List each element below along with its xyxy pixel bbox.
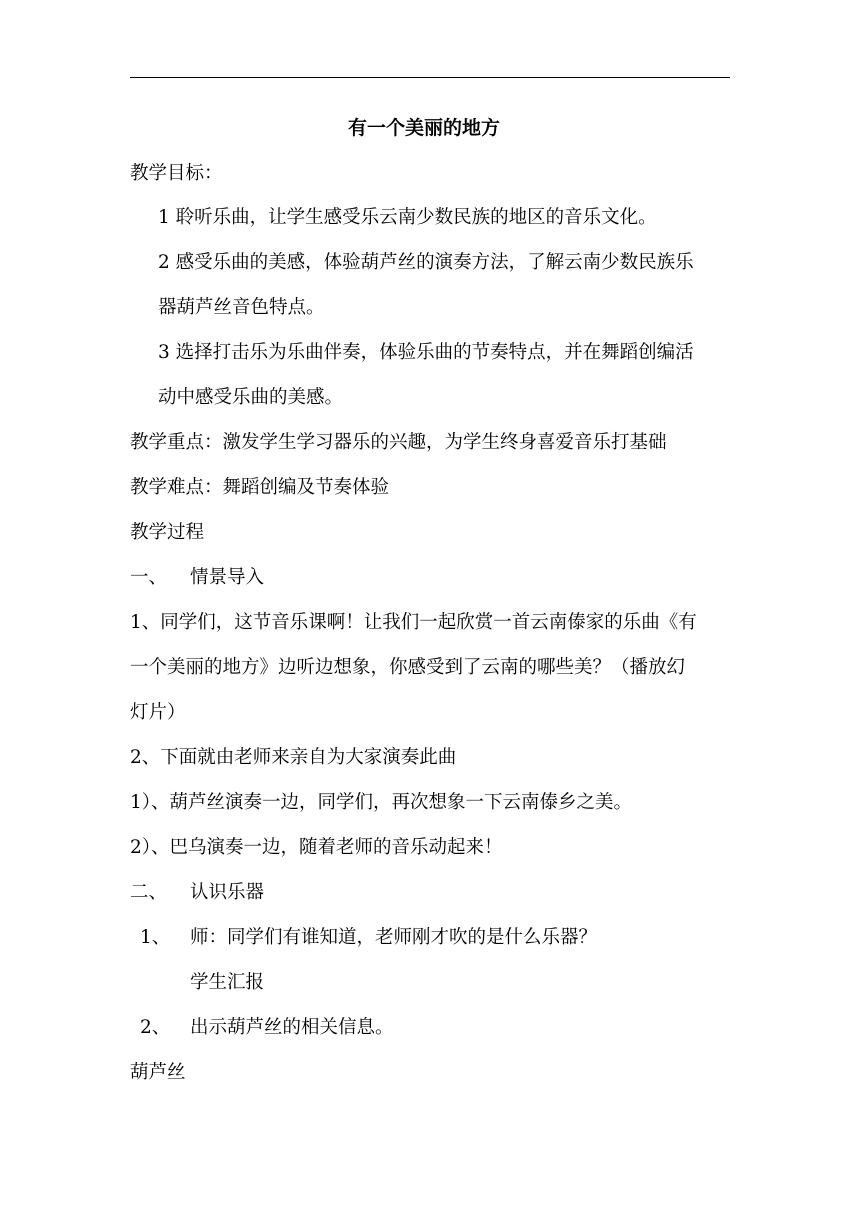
section-1-paragraph-2: 2、下面就由老师来亲自为大家演奏此曲 xyxy=(130,747,457,768)
section-1-paragraph-1-line-2: 一个美丽的地方》边听边想象，你感受到了云南的哪些美？（播放幻 xyxy=(130,657,686,678)
key-point: 教学重点：激发学生学习器乐的兴趣，为学生终身喜爱音乐打基础 xyxy=(130,432,667,453)
header-rule xyxy=(130,77,730,78)
section-2-item-2-text: 出示葫芦丝的相关信息。 xyxy=(190,1017,394,1038)
section-2-title: 认识乐器 xyxy=(190,882,265,903)
page-title: 有一个美丽的地方 xyxy=(348,117,501,139)
section-2-item-1-text: 师：同学们有谁知道，老师刚才吹的是什么乐器？ xyxy=(190,927,598,948)
section-1-paragraph-1-line-1: 1、同学们，这节音乐课啊！让我们一起欣赏一首云南傣家的乐曲《有 xyxy=(130,612,697,633)
section-1-paragraph-3: 1）、葫芦丝演奏一边，同学们，再次想象一下云南傣乡之美。 xyxy=(130,792,633,813)
trailing-text: 葫芦丝 xyxy=(130,1062,186,1083)
objective-2-line-1: 2 感受乐曲的美感，体验葫芦丝的演奏方法，了解云南少数民族乐 xyxy=(158,252,694,273)
section-1-paragraph-4: 2）、巴乌演奏一边，随着老师的音乐动起来！ xyxy=(130,837,503,858)
section-2-number: 二、 xyxy=(130,882,168,903)
objective-2-line-2: 器葫芦丝音色特点。 xyxy=(158,297,325,318)
process-heading: 教学过程 xyxy=(130,522,205,543)
section-2-item-2-number: 2、 xyxy=(140,1017,171,1038)
section-1-title: 情景导入 xyxy=(190,567,265,588)
section-1-number: 一、 xyxy=(130,567,168,588)
difficult-point: 教学难点：舞蹈创编及节奏体验 xyxy=(130,477,390,498)
objective-1: 1 聆听乐曲，让学生感受乐云南少数民族的地区的音乐文化。 xyxy=(158,207,657,228)
section-2-item-1-answer: 学生汇报 xyxy=(190,972,265,993)
objective-3-line-2: 动中感受乐曲的美感。 xyxy=(158,387,344,408)
section-1-paragraph-1-line-3: 灯片） xyxy=(130,702,186,723)
objective-3-line-1: 3 选择打击乐为乐曲伴奏，体验乐曲的节奏特点，并在舞蹈创编活 xyxy=(158,342,694,363)
objectives-heading: 教学目标： xyxy=(130,163,223,184)
section-2-item-1-number: 1、 xyxy=(140,927,171,948)
